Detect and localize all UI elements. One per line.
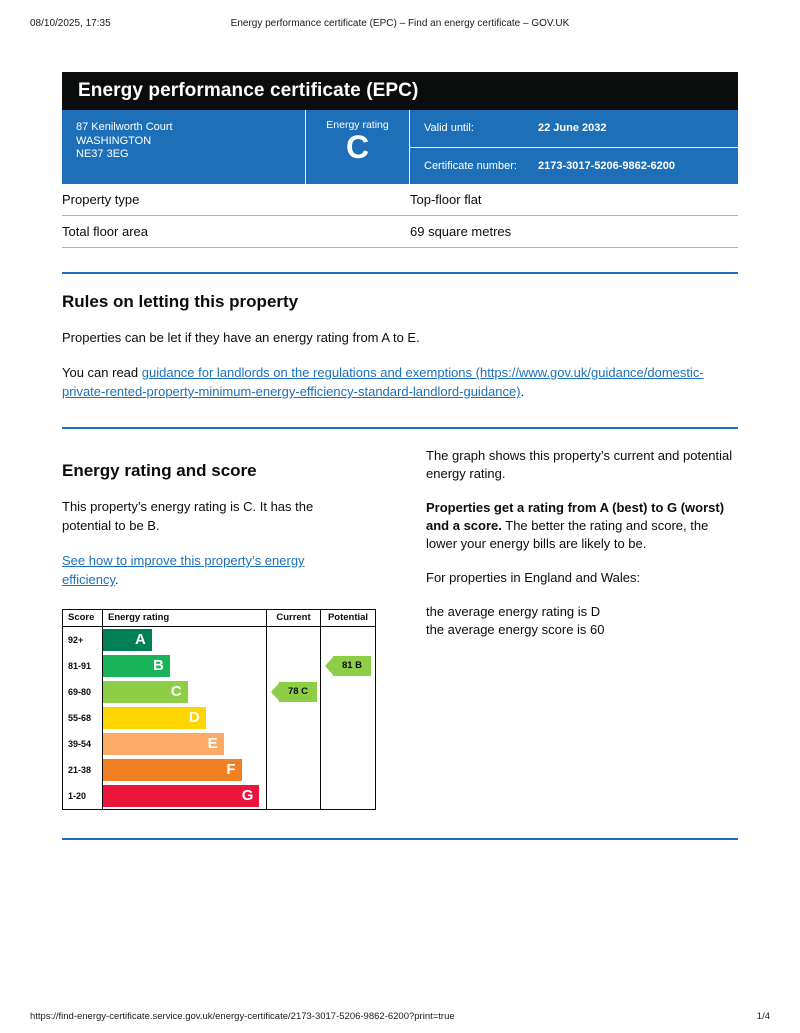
certificate-number-row xyxy=(410,148,738,185)
band-score: 1-20 xyxy=(63,783,103,809)
graph-band-row xyxy=(63,653,375,679)
epc-summary-band xyxy=(62,110,738,184)
average-score-line: the average energy score is 60 xyxy=(426,622,605,637)
band-potential-cell xyxy=(321,757,375,783)
band-current-cell xyxy=(267,731,321,757)
address-line-3: NE37 3EG xyxy=(76,148,129,160)
footer-url: https://find-energy-certificate.service.gov.uk/energy-certificate/2173-3017-5206-9862-6200?print=true xyxy=(30,1011,455,1022)
letting-rules-paragraph: Properties can be let if they have an energy rating from A to E. xyxy=(62,330,420,345)
letting-rules-heading: Rules on letting this property xyxy=(62,292,299,311)
section-divider-3 xyxy=(62,838,738,840)
valid-until-value: 22 June 2032 xyxy=(538,122,607,135)
table-row xyxy=(62,216,738,248)
graph-col-current: Current xyxy=(267,610,321,626)
band-score: 21-38 xyxy=(63,757,103,783)
energy-rating-left-column xyxy=(62,443,426,810)
landlord-guidance-link[interactable]: guidance for landlords on the regulations and exemptions (https://www.gov.uk/guidance/domestic-private-rented-property-minimum-energy-efficiency-standard-landlord-guidance) xyxy=(62,365,704,399)
band-current-cell xyxy=(267,627,321,653)
address-line-2: WASHINGTON xyxy=(76,134,152,147)
band-score: 81-91 xyxy=(63,653,103,679)
potential-rating-marker xyxy=(325,656,371,676)
average-rating-line: the average energy rating is D xyxy=(426,604,601,619)
guidance-prefix: You can read xyxy=(62,365,142,380)
epc-banner-title: Energy performance certificate (EPC) xyxy=(62,72,738,110)
band-letter: A xyxy=(103,629,152,651)
certificate-number-label: Certificate number: xyxy=(424,159,517,172)
property-type-value: Top-floor flat xyxy=(410,192,482,207)
valid-until-label: Valid until: xyxy=(424,122,474,135)
band-bar-area xyxy=(103,679,267,705)
certificate-meta xyxy=(410,110,738,184)
current-marker-label xyxy=(279,682,317,702)
band-letter: D xyxy=(103,707,206,729)
property-address xyxy=(62,110,306,184)
current-rating-marker xyxy=(271,682,317,702)
band-potential-cell xyxy=(321,731,375,757)
potential-marker-label xyxy=(333,656,371,676)
landlord-guidance-paragraph xyxy=(62,363,738,401)
floor-area-value: 69 square metres xyxy=(410,224,512,239)
floor-area-label: Total floor area xyxy=(62,224,148,239)
graph-band-row xyxy=(63,705,375,731)
energy-rating-heading: Energy rating and score xyxy=(62,461,257,480)
energy-rating-section xyxy=(62,443,738,810)
band-potential-cell xyxy=(321,653,375,679)
graph-col-potential: Potential xyxy=(327,612,369,623)
graph-col-score: Score xyxy=(63,610,103,626)
property-type-label: Property type xyxy=(62,192,140,207)
band-letter: E xyxy=(103,733,224,755)
certificate-page xyxy=(62,72,738,840)
band-potential-cell xyxy=(321,679,375,705)
band-score: 55-68 xyxy=(63,705,103,731)
current-letter: C xyxy=(301,686,309,697)
band-bar-area xyxy=(103,757,267,783)
england-wales-intro: For properties in England and Wales: xyxy=(426,570,641,585)
rating-explanation-bold: Properties get a rating from A (best) to G (worst) and a score. xyxy=(426,500,725,533)
improve-efficiency-link[interactable]: See how to improve this property’s energy efficiency xyxy=(62,553,305,587)
band-score: 39-54 xyxy=(63,731,103,757)
footer-page-number: 1/4 xyxy=(756,1011,770,1022)
band-letter: B xyxy=(103,655,170,677)
band-score: 92+ xyxy=(63,627,103,653)
band-current-cell xyxy=(267,757,321,783)
graph-band-row xyxy=(63,783,375,809)
band-current-cell xyxy=(267,679,321,705)
improve-efficiency-paragraph xyxy=(62,551,362,589)
band-letter: G xyxy=(103,785,259,807)
energy-rating-block xyxy=(306,110,410,184)
current-score: 78 xyxy=(287,686,299,697)
band-potential-cell xyxy=(321,627,375,653)
band-score: 69-80 xyxy=(63,679,103,705)
certificate-number-value: 2173-3017-5206-9862-6200 xyxy=(538,159,676,172)
graph-band-row xyxy=(63,679,375,705)
band-bar-area xyxy=(103,653,267,679)
band-bar-area xyxy=(103,627,267,653)
band-potential-cell xyxy=(321,705,375,731)
graph-explanation: The graph shows this property’s current and potential energy rating. xyxy=(426,448,733,481)
rating-explanation xyxy=(426,499,738,553)
print-date: 08/10/2025, 17:35 xyxy=(30,18,111,29)
graph-band-row xyxy=(63,757,375,783)
graph-col-energy-rating: Energy rating xyxy=(103,610,267,626)
energy-rating-summary: This property’s energy rating is C. It has the potential to be B. xyxy=(62,499,314,533)
graph-band-row xyxy=(63,627,375,653)
graph-band-row xyxy=(63,731,375,757)
band-letter: F xyxy=(103,759,242,781)
print-title: Energy performance certificate (EPC) – Find an energy certificate – GOV.UK xyxy=(230,18,570,29)
band-bar-area xyxy=(103,783,267,809)
graph-header-row xyxy=(63,610,375,627)
address-line-1: 87 Kenilworth Court xyxy=(76,121,173,133)
band-current-cell xyxy=(267,653,321,679)
energy-rating-value: C xyxy=(345,129,370,165)
valid-until-row xyxy=(410,110,738,148)
energy-rating-graph xyxy=(62,609,376,810)
section-divider-2 xyxy=(62,427,738,429)
band-letter: C xyxy=(103,681,188,703)
band-bar-area xyxy=(103,705,267,731)
table-row xyxy=(62,184,738,216)
print-header xyxy=(0,18,800,32)
guidance-suffix: . xyxy=(520,384,525,399)
section-divider xyxy=(62,272,738,274)
band-bar-area xyxy=(103,731,267,757)
band-current-cell xyxy=(267,783,321,809)
band-potential-cell xyxy=(321,783,375,809)
rating-explanation-rest: The better the rating and score, the lower your energy bills are likely to be. xyxy=(426,518,709,551)
energy-rating-label: Energy rating xyxy=(326,119,389,131)
energy-rating-right-column xyxy=(426,443,738,810)
potential-letter: B xyxy=(355,660,363,671)
potential-score: 81 xyxy=(341,660,353,671)
band-current-cell xyxy=(267,705,321,731)
improve-link-suffix: . xyxy=(115,572,119,587)
